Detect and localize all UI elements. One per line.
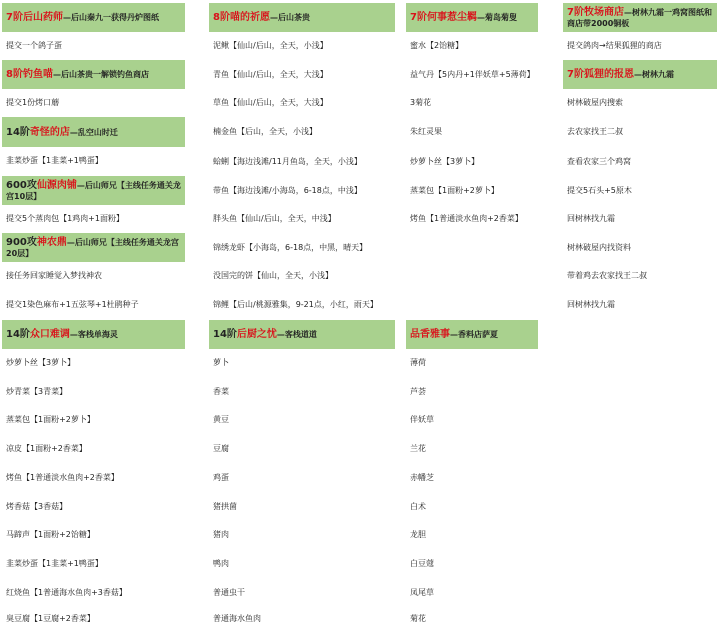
quest-giver: —菊岛菊叟 xyxy=(476,13,517,22)
quest-title: 神农鼎 xyxy=(36,236,67,248)
list-item: 普通海水鱼肉 xyxy=(213,613,261,623)
list-item: 伴妖草 xyxy=(410,415,434,424)
quest-header-incense xyxy=(406,320,538,349)
list-item: 马蹄声【1面粉+2饴糖】 xyxy=(6,530,95,539)
quest-giver: —后山茶贵一解锁钓鱼商店 xyxy=(52,70,149,79)
quest-header-fishing-cat xyxy=(2,60,185,89)
list-item: 提交1份烤口蘑 xyxy=(6,98,60,107)
quest-giver: —树林九霜一鸡窝图纸和商店带2000铜板 xyxy=(567,7,712,28)
list-item: 提交5石头+5原木 xyxy=(567,185,632,195)
list-item: 锦绣龙虾【小海岛，6-18点，中黑，晴天】 xyxy=(213,242,368,252)
list-item: 提交5个蒸肉包【1鸡肉+1面粉】 xyxy=(6,214,124,223)
quest-header-strange-shop xyxy=(2,117,185,147)
quest-title: 牧场商店 xyxy=(583,6,624,18)
quest-header-dust xyxy=(406,3,538,32)
list-item: 香菜 xyxy=(213,387,229,396)
quest-title: 何事惹尘羁 xyxy=(426,12,477,23)
quest-giver: —后山茶贵 xyxy=(269,13,310,22)
quest-header-fox xyxy=(563,60,717,89)
list-item: 龙胆 xyxy=(410,530,426,539)
quest-header-tastes xyxy=(2,320,185,349)
list-item: 芦荟 xyxy=(410,387,426,396)
list-item: 炒萝卜丝【3萝卜】 xyxy=(410,156,480,166)
quest-step: 7阶 xyxy=(6,12,23,23)
list-item: 楠金鱼【后山，全天，小浅】 xyxy=(213,127,317,136)
list-item: 提交鸽肉→结果狐狸的商店 xyxy=(567,41,662,50)
quest-header-ranch-shop xyxy=(563,3,717,32)
quest-title: 后山药师 xyxy=(22,12,63,23)
quest-step: 14阶 xyxy=(6,329,30,340)
quest-giver: —客栈道道 xyxy=(276,330,317,339)
list-item: 去农家找王二叔 xyxy=(567,127,623,136)
list-item: 韭菜炒蛋【1韭菜+1鸭蛋】 xyxy=(6,559,103,568)
list-item: 草鱼【仙山/后山，全天，大浅】 xyxy=(213,98,328,107)
list-item: 回树林找九霜 xyxy=(567,214,615,223)
list-item: 豆腐 xyxy=(213,444,229,453)
list-item: 凉皮【1面粉+2香菜】 xyxy=(6,444,87,453)
quest-header-kitchen xyxy=(209,320,395,349)
list-item: 白豆蔻 xyxy=(410,559,434,568)
quest-step: 14阶 xyxy=(213,329,237,340)
list-item: 朱红灵果 xyxy=(410,127,442,136)
list-item: 鸭肉 xyxy=(213,559,229,568)
list-item: 鸡蛋 xyxy=(213,473,229,482)
list-item: 萝卜 xyxy=(213,358,229,367)
list-item: 蒸菜包【1面粉+2萝卜】 xyxy=(6,415,95,424)
list-item: 薄荷 xyxy=(410,358,426,367)
quest-title: 奇怪的店 xyxy=(29,126,70,138)
list-item: 接任务回家睡觉入梦找神农 xyxy=(6,271,102,280)
list-item: 带鱼【海边浅滩/小海岛，6-18点，中浅】 xyxy=(213,185,362,195)
quest-header-shennong xyxy=(2,233,185,262)
quest-giver: —香料店萨夏 xyxy=(450,330,498,339)
quest-header-herbalist xyxy=(2,3,185,32)
list-item: 带着鸡去农家找王二叔 xyxy=(567,271,647,280)
list-item: 臭豆腐【1豆腐+2香菜】 xyxy=(6,613,95,623)
quest-title: 品香雅事 xyxy=(410,329,450,340)
quest-giver: —客栈单海灵 xyxy=(69,330,118,339)
list-item: 黄豆 xyxy=(213,415,229,424)
list-item: 泥鳅【仙山/后山，全天，小浅】 xyxy=(213,41,328,50)
list-item: 蜜水【2饴糖】 xyxy=(410,41,464,50)
quest-header-cat-wish xyxy=(209,3,395,32)
list-item: 树林破屋内找资料 xyxy=(567,242,631,252)
quest-step: 14阶 xyxy=(6,126,30,138)
list-item: 烤鱼【1普通淡水鱼肉+2香菜】 xyxy=(6,473,119,482)
list-item: 猪拱菌 xyxy=(213,502,237,511)
quest-step: 7阶 xyxy=(567,6,584,18)
quest-giver: —后山师兄【主线任务通关龙宫20层】 xyxy=(6,237,179,258)
list-item: 韭菜炒蛋【1韭菜+1鸭蛋】 xyxy=(6,156,103,165)
list-item: 查看农家三个鸡窝 xyxy=(567,156,631,166)
list-item: 益气丹【5内丹+1伴妖草+5薄荷】 xyxy=(410,69,535,79)
quest-giver: —后山师兄【主线任务通关龙宫10层】 xyxy=(6,180,181,201)
list-item: 红烧鱼【1普通海水鱼肉+3香菇】 xyxy=(6,588,127,597)
list-item: 蛤蜊【海边浅滩/11月鱼岛，全天，小浅】 xyxy=(213,156,362,166)
list-item: 凤尾草 xyxy=(410,588,434,597)
list-item: 菊花 xyxy=(410,613,426,623)
list-item: 烤鱼【1普通淡水鱼肉+2香菜】 xyxy=(410,214,523,223)
list-item: 炒萝卜丝【3萝卜】 xyxy=(6,358,76,367)
quest-title: 钓鱼喵 xyxy=(22,69,53,80)
list-item: 赤幡芝 xyxy=(410,473,434,482)
list-item: 兰花 xyxy=(410,444,426,453)
list-item: 没国完的饼【仙山，全天，小浅】 xyxy=(213,271,333,280)
list-item: 猪肉 xyxy=(213,530,229,539)
list-item: 普通虫干 xyxy=(213,588,245,597)
quest-step: 600攻 xyxy=(6,179,37,191)
list-item: 回树林找九霜 xyxy=(567,300,615,309)
quest-title: 仙源肉铺 xyxy=(36,179,77,191)
list-item: 蒸菜包【1面粉+2萝卜】 xyxy=(410,185,499,195)
quest-giver: —后山秦九一获得丹炉图纸 xyxy=(62,13,159,22)
quest-step: 900攻 xyxy=(6,236,37,248)
list-item: 锦鲤【后山/桃源雅集，9-21点，小红，雨天】 xyxy=(213,300,378,309)
quest-giver: —树林九霜 xyxy=(633,70,674,79)
quest-step: 8阶 xyxy=(6,69,23,80)
list-item: 炒青菜【3青菜】 xyxy=(6,387,68,396)
quest-title: 喵的祈愿 xyxy=(229,12,270,23)
quest-step: 7阶 xyxy=(410,12,427,23)
quest-step: 8阶 xyxy=(213,12,230,23)
list-item: 提交一个鸽子蛋 xyxy=(6,41,62,50)
quest-header-butcher xyxy=(2,176,185,205)
list-item: 青鱼【仙山/后山，全天，大浅】 xyxy=(213,69,328,79)
list-item: 提交1染色麻布+1五弦琴+1杜鹃种子 xyxy=(6,300,139,309)
quest-title: 众口难调 xyxy=(29,329,70,340)
quest-giver: —乱空山时迁 xyxy=(69,127,118,137)
list-item: 3菊花 xyxy=(410,98,432,107)
list-item: 烤香菇【3香菇】 xyxy=(6,502,68,511)
quest-step: 7阶 xyxy=(567,69,584,80)
quest-title: 狐狸的报恩 xyxy=(583,69,634,80)
list-item: 白术 xyxy=(410,502,426,511)
list-item: 树林破屋内搜索 xyxy=(567,98,623,107)
list-item: 胖头鱼【仙山/后山，全天，中浅】 xyxy=(213,214,336,223)
quest-title: 后厨之忧 xyxy=(236,329,277,340)
